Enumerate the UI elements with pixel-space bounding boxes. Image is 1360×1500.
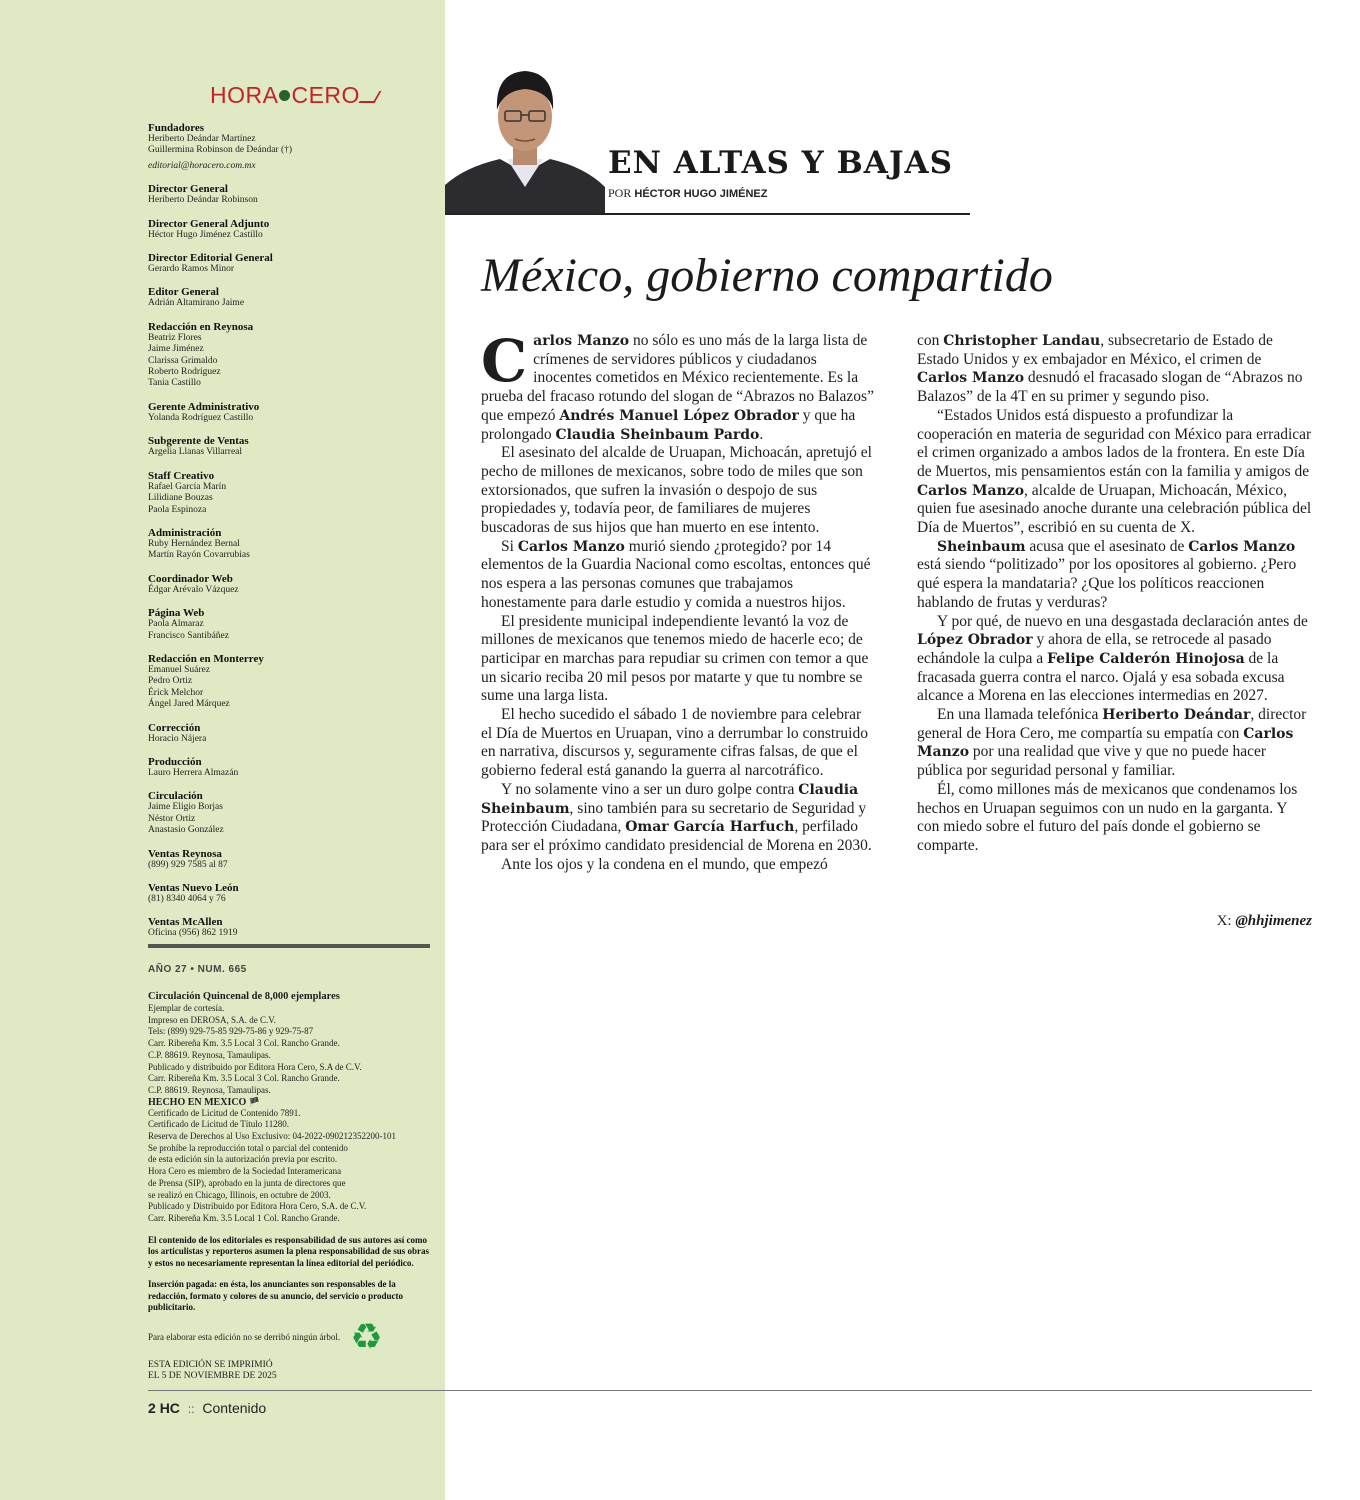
staff-role: Subgerente de Ventas (148, 435, 249, 448)
person-name: Claudia Sheinbaum Pardo (555, 426, 760, 443)
staff-name: Roberto Rodríguez (148, 367, 221, 378)
paragraph (481, 781, 876, 856)
person-name: Carlos Manzo (917, 725, 1294, 761)
text-run: no sólo es uno más de la larga lista de crímenes de servidores públicos y ciudadanos inocentes cometidos en México recientemente. Es la prueba del fracaso rotundo del slogan de “Abrazos no Balazos” que empezó (481, 332, 874, 424)
staff-name: Érick Melchor (148, 687, 204, 698)
page-footer (148, 1400, 266, 1416)
footer-separator: :: (187, 1402, 195, 1416)
text-run: , perfilado para ser el próximo candidato presidencial de Morena en 2030. (481, 818, 872, 854)
text-run: acusa que el asesinato de (1025, 537, 1189, 555)
staff-name: Beatriz Flores (148, 332, 202, 343)
paragraph (917, 538, 1312, 613)
editorial-disclaimer: El contenido de los editoriales es responsabilidad de sus autores así como los articulistas y reporteros asumen la plena responsabilidad de sus obras y estos no necesariamente representan la línea editorial del periódico. (148, 1234, 430, 1268)
print-date-line-2: EL 5 DE NOVIEMBRE DE 2025 (148, 1371, 277, 1382)
staff-role: Director General Adjunto (148, 217, 270, 230)
staff-name: Paola Espinoza (148, 504, 207, 515)
drop-cap: C (481, 327, 528, 395)
paragraph: El presidente municipal independiente levantó la voz de millones de mexicanos que tenemos miedo de hacerle eco; de participar en marchas para repudiar su crimen con temor a que un sicario reciba 20 mil pesos por matarte y que tu nombre se sume una larga lista. (481, 612, 869, 705)
staff-name: Jaime Jiménez (148, 344, 204, 355)
staff-group (148, 470, 433, 516)
recycle-icon: ♻ (350, 1316, 383, 1358)
article-column-left (481, 327, 876, 874)
staff-name: Clarissa Grimaldo (148, 355, 218, 366)
print-date (148, 1360, 433, 1383)
text-run: desnudó el fracasado slogan de “Abrazos no Balazos” de la 4T en su primer y segundo piso. (917, 369, 1303, 406)
staff-name: (81) 8340 4064 y 76 (148, 894, 226, 904)
text-run: Si (501, 537, 518, 555)
staff-role: Administración (148, 526, 222, 539)
staff-name: Francisco Santibáñez (148, 630, 229, 641)
staff-group (148, 722, 433, 745)
staff-group (148, 790, 433, 836)
staff-group (148, 653, 433, 711)
staff-role: Director Editorial General (148, 252, 273, 265)
staff-group (148, 607, 433, 642)
staff-name: Yolanda Rodríguez Castillo (148, 412, 254, 423)
colophon-line: de Prensa (SIP), aprobado en la junta de directores que (148, 1177, 346, 1188)
staff-name: Édgar Arévalo Vázquez (148, 584, 239, 595)
staff-role: Redacción en Monterrey (148, 652, 264, 665)
paragraph (481, 327, 876, 444)
staff-group (148, 848, 433, 871)
colophon-line: Reserva de Derechos al Uso Exclusivo: 04-2022-090212352200-101 (148, 1131, 396, 1142)
colophon (148, 964, 433, 1383)
staff-name: Oficina (956) 862 1919 (148, 928, 238, 939)
colophon-line: Publicado y distribuido por Editora Hora Cero, S.A de C.V. (148, 1061, 362, 1072)
staff-role: Ventas Reynosa (148, 847, 222, 860)
staff-name: Guillermina Robinson de Deándar (†) (148, 145, 293, 156)
text-run: murió siendo ¿protegido? por 14 elementos de la Guardia Nacional como escoltas, entonces qué nos espera a las personas comunes que trabajamos honestamente para darle estudio y comida a nuestros hijos. (481, 537, 871, 611)
colophon-line: Ejemplar de cortesía. (148, 1003, 225, 1013)
colophon-line: Carr. Ribereña Km. 3.5 Local 3 Col. Rancho Grande. (148, 1038, 340, 1049)
flag-icon: 🏴 (248, 1096, 261, 1107)
staff-name: Gerardo Ramos Minor (148, 264, 235, 275)
staff-name: Jaime Eligio Borjas (148, 802, 223, 813)
swoosh-icon (358, 91, 381, 103)
print-info (148, 1003, 433, 1097)
text-run: y ahora de ella, se retrocede al pasado echándole la culpa a (917, 631, 1272, 667)
circulation-title: Circulación Quincenal de 8,000 ejemplares (148, 991, 340, 1002)
person-name: López Obrador (917, 632, 1033, 649)
issue-number: AÑO 27 • NUM. 665 (148, 964, 247, 975)
staff-name: Tania Castillo (148, 378, 201, 389)
divider (148, 944, 430, 948)
column-title: EN ALTAS Y BAJAS (608, 145, 953, 181)
staff-name: Lilidiane Bouzas (148, 493, 213, 504)
colophon-line: Certificado de Licitud de Contenido 7891. (148, 1107, 301, 1118)
paragraph (917, 407, 1312, 538)
footer-brand: HC (159, 1400, 180, 1416)
paragraph: Ante los ojos y la condena en el mundo, que empezó (501, 855, 828, 873)
person-name: Heriberto Deándar (1102, 707, 1251, 724)
text-run: “Estados Unidos está dispuesto a profundizar la cooperación en materia de seguridad con México para erradicar el crimen organizado a ambos lados de la frontera. En este Día de Muertos, mis pensamientos están con la familia y amigos de (917, 406, 1312, 480)
text-run: por una realidad que vive y que no puede hacer pública por seguridad personal y familiar. (917, 743, 1267, 780)
article-column-right (917, 332, 1312, 856)
colophon-line: C.P. 88619. Reynosa, Tamaulipas. (148, 1049, 271, 1060)
colophon-line: Publicado y Distribuido por Editora Hora Cero, S.A. de C.V. (148, 1201, 367, 1212)
staff-name: Anastasio González (148, 825, 224, 836)
column-header-rule (445, 213, 970, 215)
colophon-line: Carr. Ribereña Km. 3.5 Local 1 Col. Rancho Grande. (148, 1212, 340, 1223)
person-name: Carlos Manzo (517, 538, 625, 555)
staff-name: Néstor Ortiz (148, 813, 196, 824)
person-name: Carlos Manzo (917, 370, 1025, 387)
staff-name: Rafael García Marín (148, 481, 227, 492)
staff-group (148, 321, 433, 390)
staff-role: Página Web (148, 607, 205, 620)
staff-name: Paola Almaraz (148, 619, 204, 630)
text-run: . (759, 425, 764, 443)
colophon-line: Certificado de Licitud de Título 11280. (148, 1119, 289, 1130)
staff-name: Héctor Hugo Jiménez Castillo (148, 229, 263, 240)
paragraph (917, 706, 1312, 781)
paragraph (481, 538, 876, 613)
paragraph: El asesinato del alcalde de Uruapan, Michoacán, apretujó el pecho de millones de mexicanos, sobre todo de miles que son extorsionados, que sufren la invasión o despojo de sus propiedades y, todavía peor, de familiares de mujeres buscadoras de sus hijos que han muerto en ese intento. (481, 444, 872, 537)
staff-group (148, 573, 433, 596)
staff-role: Director General (148, 183, 228, 196)
staff-name: Emanuel Suárez (148, 664, 210, 675)
text-run: En una llamada telefónica (937, 706, 1103, 724)
paragraph: El hecho sucedido el sábado 1 de noviembre para celebrar el Día de Muertos en Uruapan, vino a derrumbar lo construido en narrativa, discursos y, seguramente cifras falsas, de que el gobierno federal está ganando la guerra al narcotráfico. (481, 706, 868, 780)
staff-name: Ángel Jared Márquez (148, 699, 230, 710)
staff-role: Corrección (148, 721, 201, 734)
signature-prefix: X: (1216, 913, 1232, 929)
paragraph: Él, como millones más de mexicanos que condenamos los hechos en Uruapan seguimos con un nudo en la garganta. Y con miedo sobre el futuro del país donde el gobierno se comparte. (917, 780, 1298, 854)
horacero-logo[interactable] (210, 82, 380, 109)
colophon-line: Se prohíbe la reproducción total o parcial del contenido (148, 1142, 348, 1153)
staff-role: Circulación (148, 790, 203, 803)
person-name: Carlos Manzo (1188, 538, 1296, 555)
staff-role: Producción (148, 755, 202, 768)
byline-prefix: POR (608, 186, 632, 200)
staff-role: Fundadores (148, 122, 205, 134)
print-date-line-1: ESTA EDICIÓN SE IMPRIMIÓ (148, 1359, 273, 1370)
person-name: Carlos Manzo (917, 482, 1025, 499)
byline (608, 186, 767, 201)
section-name: Contenido (202, 1400, 267, 1416)
footer-rule (148, 1390, 1312, 1391)
colophon-line: Tels: (899) 929-75-85 929-75-86 y 929-75-87 (148, 1026, 314, 1037)
staff-role: Editor General (148, 286, 219, 299)
staff-role: Ventas Nuevo León (148, 882, 239, 894)
staff-name: Heriberto Deándar Robinson (148, 195, 258, 206)
social-handle[interactable]: @hhjimenez (1235, 913, 1312, 929)
colophon-line: de esta edición sin la autorización previa por escrito. (148, 1154, 338, 1165)
staff-group (148, 756, 433, 779)
text-run: de la fracasada guerra contra el narco. Ojalá y esa sobada excusa alcance a Morena en las elecciones intermedias en 2027. (917, 649, 1285, 705)
staff-group (148, 252, 433, 275)
staff-name: Pedro Ortiz (148, 676, 193, 687)
paid-insertion-note: Inserción pagada: en ésta, los anunciantes son responsables de la redacción, formato y colores de su anuncio, del servicio o producto publicitario. (148, 1279, 403, 1313)
person-name: Andrés Manuel López Obrador (559, 407, 799, 424)
staff-name: Lauro Herrera Almazán (148, 767, 239, 778)
staff-directory (148, 122, 433, 951)
colophon-line: Impreso en DEROSA, S.A. de C.V. (148, 1014, 276, 1025)
tree-note: Para elaborar esta edición no se derribó ningún árbol. (148, 1331, 341, 1342)
logo-text-left: HORA (210, 82, 279, 108)
logo-text-right: CERO (291, 82, 360, 108)
staff-name: (899) 929 7585 al 87 (148, 859, 228, 870)
text-run: está siendo “politizado” por los opositores al gobierno. ¿Pero qué espera la mandataria? ¿Que los políticos reaccionen hablando de frutas y verduras? (917, 556, 1297, 611)
text-run: , director general de Hora Cero, me compartía su empatía con (917, 706, 1307, 742)
staff-role: Ventas McAllen (148, 916, 223, 929)
staff-name: Horacio Nájera (148, 733, 207, 744)
made-in-label: HECHO EN MEXICO (148, 1096, 247, 1108)
paragraph (917, 332, 1312, 407)
staff-name: Adrián Altamirano Jaime (148, 298, 245, 309)
staff-group (148, 435, 433, 458)
text-run: , alcalde de Uruapan, Michoacán, México, quien fue asesinado anoche durante una celebración pública del Día de Muertos”, escribió en su cuenta de X. (917, 481, 1312, 537)
article-headline: México, gobierno compartido (481, 249, 1053, 302)
staff-group (148, 122, 433, 172)
staff-group (148, 286, 433, 309)
staff-role: Coordinador Web (148, 572, 233, 585)
globe-icon (279, 90, 290, 101)
environment-note (148, 1316, 433, 1358)
staff-name: Ruby Hernández Bernal (148, 538, 240, 549)
author-name: HÉCTOR HUGO JIMÉNEZ (634, 188, 768, 200)
author-photo (445, 55, 605, 215)
text-run: y que ha prolongado (481, 406, 856, 443)
text-run: Y no solamente vino a ser un duro golpe contra (501, 780, 799, 798)
page-number: 2 (148, 1400, 156, 1416)
colophon-line: Carr. Ribereña Km. 3.5 Local 3 Col. Rancho Grande. (148, 1073, 340, 1084)
legal-info (148, 1108, 433, 1225)
staff-group (148, 401, 433, 424)
staff-group (148, 527, 433, 562)
person-name: Claudia Sheinbaum (481, 781, 859, 817)
staff-role: Redacción en Reynosa (148, 320, 254, 333)
colophon-line: C.P. 88619. Reynosa, Tamaulipas. (148, 1084, 271, 1095)
staff-name: Argelia Llanas Villarreal (148, 447, 243, 458)
staff-group (148, 183, 433, 206)
person-name: Omar García Harfuch (625, 819, 795, 836)
staff-role: Gerente Administrativo (148, 400, 260, 413)
editorial-email[interactable]: editorial@horacero.com.mx (148, 160, 256, 171)
person-name: Felipe Calderón Hinojosa (1046, 650, 1245, 667)
staff-name: Heriberto Deándar Martínez (148, 134, 256, 144)
sidebar-masthead (0, 0, 445, 1500)
paragraph (917, 613, 1312, 707)
staff-name: Martín Rayón Covarrubias (148, 550, 250, 561)
made-in-mexico (148, 1097, 433, 1108)
staff-group (148, 882, 433, 905)
staff-role: Staff Creativo (148, 469, 215, 482)
person-name: Sheinbaum (937, 538, 1026, 555)
text-run: , sino también para su secretario de Seguridad y Protección Ciudadana, (481, 799, 867, 836)
colophon-line: Hora Cero es miembro de la Sociedad Interamericana (148, 1166, 342, 1177)
text-run: Y por qué, de nuevo en una desgastada declaración antes de (937, 612, 1308, 630)
staff-group (148, 916, 433, 939)
text-run: con (917, 332, 944, 349)
staff-group (148, 218, 433, 241)
person-name: Christopher Landau (943, 333, 1101, 349)
colophon-line: se realizó en Chicago, Illinois, en octubre de 2003. (148, 1189, 331, 1200)
person-name: arlos Manzo (533, 333, 630, 349)
author-signature (1217, 913, 1312, 930)
text-run: , subsecretario de Estado de Estado Unidos y ex embajador en México, el crimen de (917, 332, 1273, 368)
